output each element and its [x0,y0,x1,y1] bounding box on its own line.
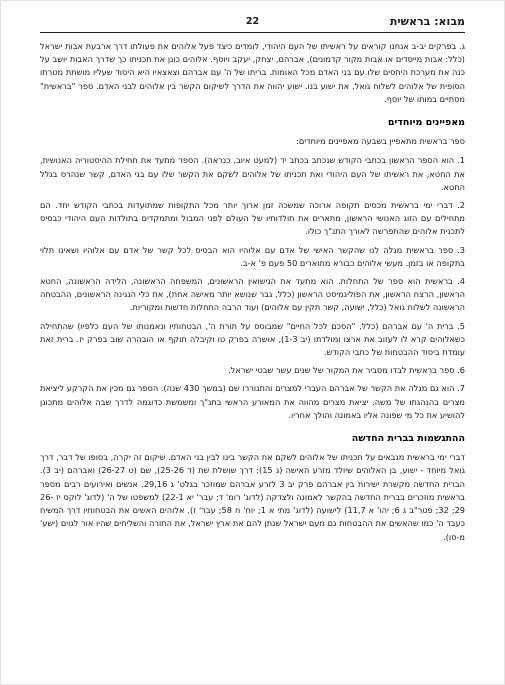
page-content [40,40,465,550]
fulfillment-paragraph: דברי ימי בראשית מגבאים על תכניתו של אלוהים לשקם את הקשר בינו לבין בני האדם. שיקום זה יקרה, בסופו של דבר, דרך גואל מיוחד - ישוע, בן האלוהים שיולד מזרע האישה (ג 15); דרך שושלת שת (ד 25-26), שם (ט 26-27) ואברהם (יב 3). הברית החדשה מקשרת ישירות בין אברהם פרק יב 3 לזרע אברהם שמוזכר בגלט' ג 29,16. אנשים ואירועים רבים מספר בראשית מוזכרים בברית החדשה בהקשר לאמונה ולצדקה (לדוג' רומ' ד; עבר' יא 22-1) למשפטו של ה' (לדוג' לוקס יז 26-29; 32; פטר"ב ג 6; יהו' א 11,7) לישועה (לדוג' מתי א 1; יוח' ח 58; עבר' ז). אלוהים האשים את הבטחותיו דרך המשיח כעבד ה' כמו שהאשים את ההבטחות גם מעם ישראל שנתן להם את ארץ ישראל, את התורה והשליחים שהיו אור לגוים (ישע' מ-סו). [40,452,466,542]
section-heading-fulfillment: ההתגשמות בברית החדשה [351,433,465,445]
feature-item-7: 7. הוא גם מגלה את הקשר של אברהם העברי למצרים והתגוררו שם (במשך 430 שנה). הספר גם מכין את הקרקע ליציאת מצרים בהנהגתו של משה. יציאת מצרים מהווה את המאורע הראשי בתנ"ך ומשמשת כדוגמה לדרך שבה אלוהים מתכונן להושיע את כל מי שפונה אליו באמונה והולך אחריו. [40,383,465,420]
feature-item-1: 1. הוא הספר הראשון בכתבי הקודש שנכתב בכתב יד (למעט איוב, כנראה). הספר מתעד את תחילת ההיסטוריה האנושית, את החטא, את ראשיתו של העם היהודי ואת תכניתו של אלוהים לשקם את הקשר שלו עם בני האדם, קשר שנהרס בגלל החטא. [40,155,465,192]
feature-item-5: 5. ברית ה' עם אברהם (כלל, "הסכם לכל החיים" שמבוסס על תורת ה', הבטחותיו ונאמנותו של העם כלפיו) שהתחילה כשאלוהים קרא לו לעזוב את ארצו ומולדתו (יב 1-3), אושרה בפרק טו וקיבלה תוקף או הובהרה שוב בפרק יז. ברית זאת עומדת ביסוד ההבטחות של כתבי הקודש. [40,320,465,358]
section-heading-features: מאפיינים מיוחדים [387,117,465,129]
feature-item-2: 2. דברי ימי בראשית מכסים תקופה ארוכה שמשכה זמן ארוך יותר מכל התקופות שמתועדות בכתבי הקודש יחד. הם מתחילים עם הזוג האנושי הראשון, מתארים את תולדותיו של העולם לפני המבול ומתמקדים בתולדות העם היהודי כבסיס לתכנית אלוהים שהתפרשה לאורך התנ"ך כולו. [40,200,465,237]
page-header [40,14,465,33]
feature-item-6: 6. ספר בראשית לבדו מסביר את המקור של שנים עשר שבטי ישראל. [228,365,465,376]
intro-paragraph: ג. בפרקים יב-ב אנחנו קוראים על ראשיתו של העם היהודי, לומדים כיצד פעל אלוהים את פעולתו דרך ארבעת אבות ישראל (כלל: אבות מייסדים או אבות מקור קדמונים), אברהם, יצחק, יעקב ויוסף. אלוהים כונן את תכניתו כך שדרך האבות יושב על כנה את מערכת היחסים שלו עם בני האדם מכל האומות. בריתו של ה' עם אברהם וצאצאיו היא היסוד שעליו מושתת מטרתו הסופית של אלוהים לשלוח גואל, את ישוע בנו. ישוע יהווה את הדרך לשיקום הקשר בין אלוהים לבני האדם. ספר "בראשית" מסתיים במותו של יוסף. [40,41,465,104]
page-number: 22 [245,16,260,27]
features-intro: ספר בראשית מתאפיין בשבעה מאפיינים מיוחדים: [296,136,465,147]
header-title: מבוא: בראשית [389,15,465,28]
feature-item-4: 4. בראשית הוא ספר של התחלות. הוא מתעד את הנישואין הראשונים, המשפחה הראשונה, הלידה הראשונה, החטא הראשון, הרצח הראשון, את הפוליגמיסט הראשון (כלל, גבר שנושא יותר מאישה אחת), את כלי הנגינה הראשונים, ההבטחה הראשונה לשלוח גואל (כלל, ישועה, קשר תקין עם אלוהים) ועוד הרבה התחלות חדשות ומקוריות. [40,276,465,313]
feature-item-3: 3. ספר בראשית מגלה לנו שהקשר האישי של אדם עם אלוהיו הוא הבסיס לכל קשר של אדם עם אלוהיו ושאינו תלוי בתקופה או בזמן. מעשי אלוהים כבורא מתוארים 50 פעם פ' א-ב. [40,244,465,268]
